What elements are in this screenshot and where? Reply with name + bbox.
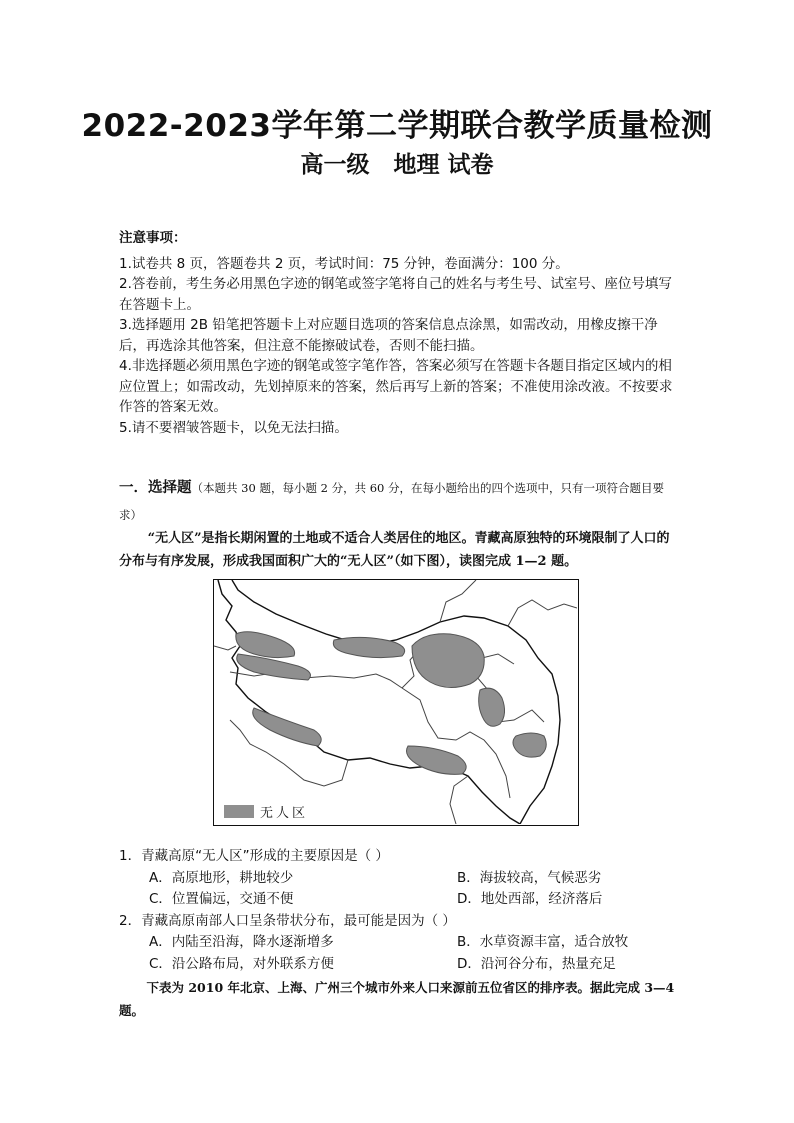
question-1-option-a: A．高原地形，耕地较少 — [149, 869, 294, 886]
province-border-5 — [440, 580, 476, 622]
province-border-7 — [450, 776, 468, 824]
passage-intro: “无人区”是指长期闲置的土地或不适合人类居住的地区。青藏高原独特的环境限制了人口的分布与有序发展，形成我国面积广大的“无人区”（如下图），读图完成 1—2 题。 — [119, 531, 670, 569]
question-2-option-c: C．沿公路布局，对外联系方便 — [149, 955, 334, 972]
section-description: （本题共 30 题，每小题 2 分，共 60 分，在每小题给出的四个选项中，只有一项符合题目要求） — [119, 481, 665, 522]
question-2-stem: 2．青藏高原南部人口呈条带状分布，最可能是因为（ ） — [119, 912, 456, 929]
section-heading: 一．选择题 — [119, 479, 192, 496]
no-mans-land-area-4 — [412, 634, 484, 688]
no-mans-land-area-5 — [479, 688, 505, 726]
exam-subtitle: 高一级 地理 试卷 — [300, 152, 494, 178]
question-1-option-c: C．位置偏远，交通不便 — [149, 891, 294, 907]
province-border-9 — [214, 646, 236, 650]
province-border-1 — [230, 672, 402, 688]
notice-item-4: 4.非选择题必须用黑色字迹的钢笔或签字笔作答，答案必须写在答题卡各题目指定区域内的相应位置上；如需改动，先划掉原来的答案，然后再写上新的答案；不准使用涂改液。不按要求作答的答案无效。 — [119, 358, 673, 415]
no-mans-land-area-6 — [513, 733, 546, 757]
table-intro: 下表为 2010 年北京、上海、广州三个城市外来人口来源前五位省区的排序表。据此完成 3—4 题。 — [119, 980, 675, 1018]
question-2-options — [119, 932, 679, 975]
question-1-option-d: D．地处西部，经济落后 — [457, 891, 603, 907]
legend-swatch — [224, 805, 254, 818]
question-list — [119, 846, 679, 975]
notice-item-2: 2.答卷前，考生务必用黑色字迹的钢笔或签字笔将自己的姓名与考生号、试室号、座位号填写在答题卡上。 — [119, 276, 672, 313]
notice-heading: 注意事项： — [119, 230, 187, 246]
notice-item-3: 3.选择题用 2B 铅笔把答题卡上对应题目选项的答案信息点涂黑，如需改动，用橡皮擦干净后，再选涂其他答案，但注意不能擦破试卷，否则不能扫描。 — [119, 317, 658, 354]
no-mans-land-area-1 — [236, 632, 295, 658]
no-mans-land-area-8 — [407, 746, 467, 774]
question-2 — [119, 911, 679, 976]
question-2-option-d: D．沿河谷分布，热量充足 — [457, 955, 616, 972]
question-1 — [119, 846, 679, 911]
notice-block — [119, 228, 679, 438]
map-drawing — [214, 580, 577, 824]
notice-item-5: 5.请不要褶皱答题卡，以免无法扫描。 — [119, 419, 348, 436]
notice-item-1: 1.试卷共 8 页，答题卷共 2 页，考试时间：75 分钟，卷面满分：100 分。 — [119, 255, 569, 272]
no-mans-land-area-7 — [253, 708, 321, 746]
no-mans-land-areas — [236, 632, 546, 775]
no-mans-land-map — [213, 579, 579, 826]
question-2-option-b: B．水草资源丰富，适合放牧 — [457, 934, 629, 950]
plateau-outline — [218, 580, 560, 824]
question-1-stem: 1．青藏高原“无人区”形成的主要原因是（ ） — [119, 848, 389, 864]
question-2-option-a: A．内陆至沿海，降水逐渐增多 — [149, 934, 334, 950]
map-legend — [224, 802, 308, 821]
question-1-option-b: B．海拔较高，气候恶劣 — [457, 869, 602, 886]
question-1-options — [119, 868, 679, 911]
province-border-6 — [508, 600, 577, 626]
legend-label: 无人区 — [260, 806, 309, 821]
exam-title: 2022-2023学年第二学期联合教学质量检测 — [81, 108, 713, 144]
section-choice — [119, 474, 679, 528]
